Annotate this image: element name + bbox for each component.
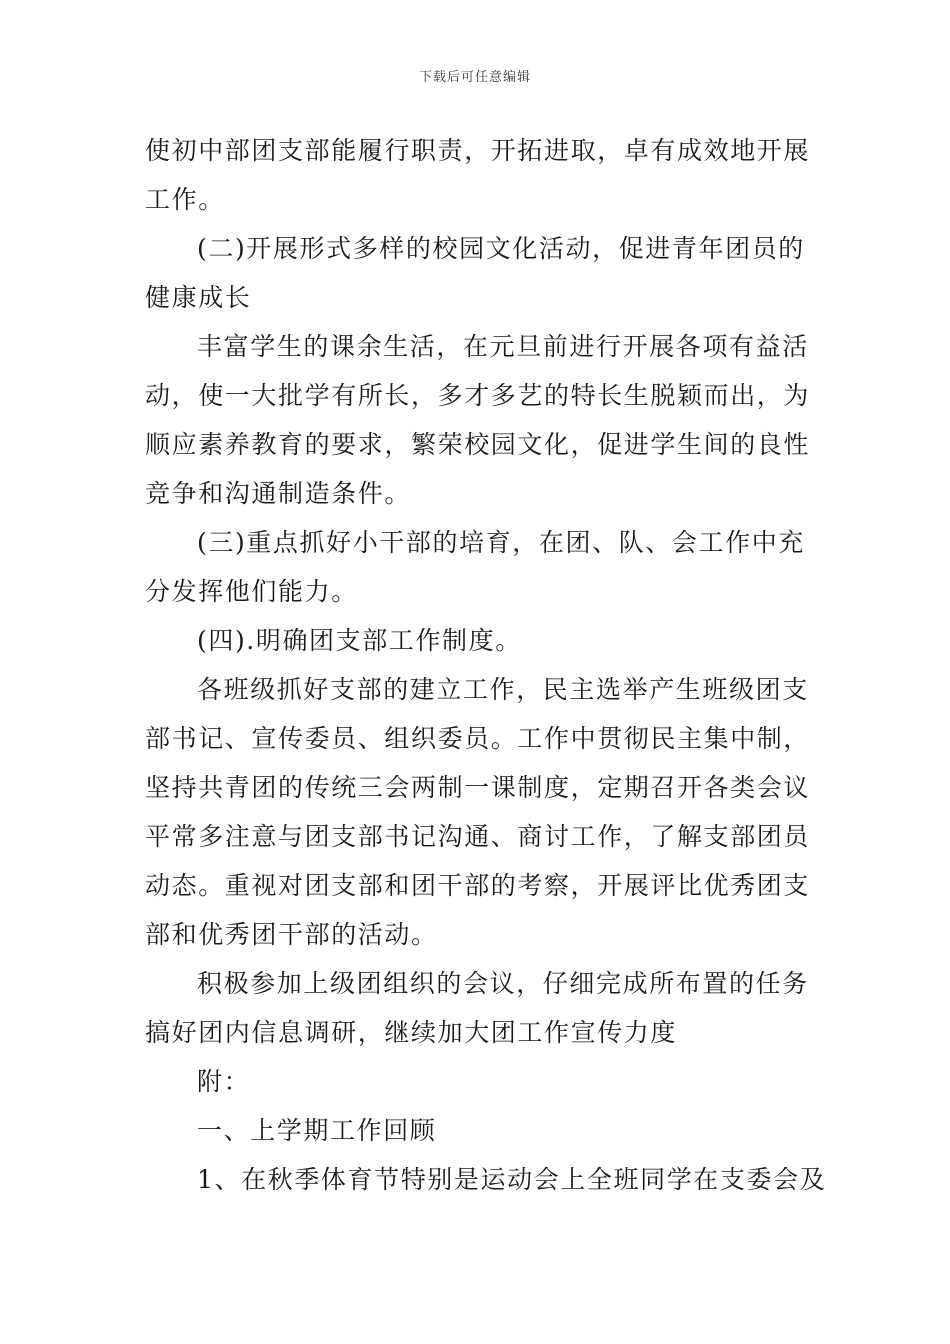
text-line: (二)开展形式多样的校园文化活动，促进青年团员的 bbox=[197, 234, 805, 263]
document-body bbox=[145, 126, 827, 1204]
text-line: 顺应素养教育的要求，繁荣校园文化，促进学生间的良性 bbox=[145, 430, 811, 459]
text-line: (四).明确团支部工作制度。 bbox=[197, 626, 522, 655]
text-line: 竞争和沟通制造条件。 bbox=[145, 479, 412, 508]
text-line: 各班级抓好支部的建立工作，民主选举产生班级团支 bbox=[197, 675, 809, 704]
text-line: 部和优秀团干部的活动。 bbox=[145, 920, 438, 949]
text-line: 搞好团内信息调研，继续加大团工作宣传力度 bbox=[145, 1018, 678, 1047]
text-line: 使初中部团支部能履行职责，开拓进取，卓有成效地开展 bbox=[145, 136, 811, 165]
text-line: 工作。 bbox=[145, 185, 225, 214]
text-line: 附： bbox=[197, 1067, 251, 1096]
text-line: 一、上学期工作回顾 bbox=[197, 1116, 437, 1145]
text-line: 健康成长 bbox=[145, 283, 252, 312]
text-line: 坚持共青团的传统三会两制一课制度，定期召开各类会议 bbox=[145, 773, 811, 802]
text-line: 部书记、宣传委员、组织委员。工作中贯彻民主集中制， bbox=[145, 724, 811, 753]
text-line: 平常多注意与团支部书记沟通、商讨工作，了解支部团员 bbox=[145, 822, 811, 851]
text-line: 1、在秋季体育节特别是运动会上全班同学在支委会及 bbox=[197, 1165, 827, 1194]
text-line: 分发挥他们能力。 bbox=[145, 577, 358, 606]
text-line: 积极参加上级团组织的会议，仔细完成所布置的任务 bbox=[197, 969, 809, 998]
text-line: 动态。重视对团支部和团干部的考察，开展评比优秀团支 bbox=[145, 871, 811, 900]
text-line: (三)重点抓好小干部的培育，在团、队、会工作中充 bbox=[197, 528, 805, 557]
text-line: 动，使一大批学有所长，多才多艺的特长生脱颖而出，为 bbox=[145, 381, 811, 410]
text-line: 丰富学生的课余生活，在元旦前进行开展各项有益活 bbox=[197, 332, 809, 361]
page-header-note: 下载后可任意编辑 bbox=[418, 70, 531, 85]
